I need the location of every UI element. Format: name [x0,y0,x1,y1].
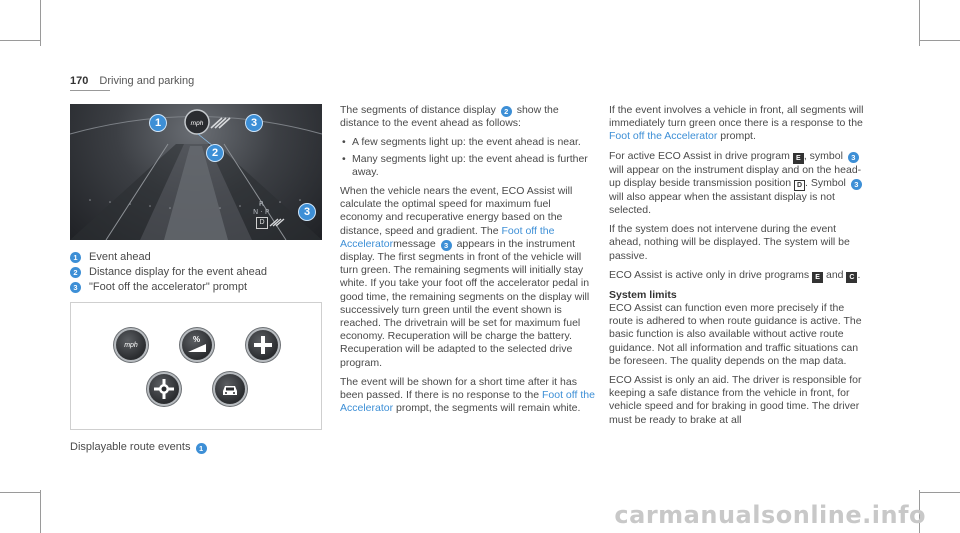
transmission-d-key: D [794,180,805,191]
text: The segments of distance display [340,104,496,116]
legend-item [70,280,267,295]
crop-mark [0,40,40,41]
text: message [393,237,436,250]
paragraph [609,150,864,218]
text: show the distance to the event ahead as follows: [340,104,559,130]
figure-legend [70,250,267,295]
vehicle-ahead-icon [215,374,245,404]
callout-3-lower: 3 [298,203,316,221]
text: , symbol [803,149,843,162]
paragraph: ECO Assist is only an aid. The driver is responsible for keeping a safe distance from the vehicle in front, for vehicle speed and for braking in good time. The driver must be ready to brake at all [609,374,862,426]
inline-number: 3 [441,240,452,251]
inline-number: 3 [848,152,859,163]
legend-number: 1 [70,252,81,263]
text: and [826,268,844,281]
callout-3: 3 [245,114,263,132]
text: prompt, the segments will remain white. [396,402,581,415]
legend-item [70,265,267,280]
legend-text: "Foot off the accelerator" prompt [89,281,248,293]
paragraph [340,376,595,416]
text: prompt. [720,130,756,143]
percent-label: % [193,335,201,344]
watermark: carmanualsonline.info [614,501,926,529]
paragraph: If the system does not intervene during the event ahead, nothing will be displayed. The system will be passive. [609,223,850,262]
gear-r: R [259,200,264,208]
legend-item [70,250,267,265]
paragraph [340,104,595,130]
page-number: 170 [70,75,89,87]
callout-2: 2 [206,144,224,162]
foot-off-accelerator-link[interactable]: Foot off the Accelerator [340,224,555,250]
right-column [609,104,864,433]
crop-mark [920,492,960,493]
paragraph [340,185,595,370]
intersection-icon [248,330,278,360]
drive-program-c-key: C [846,272,857,283]
caption-number: 1 [196,443,207,454]
mph-label: mph [124,341,138,349]
crop-mark [40,490,41,533]
speed-limit-icon [116,330,146,360]
eco-assist-display-figure [70,104,322,240]
list-item: • Many segments light up: the event ahead is further away. [340,153,595,179]
foot-off-accelerator-link[interactable]: Foot off the Accelerator [340,389,595,415]
section-title: Driving and parking [99,75,195,87]
text: If the event involves a vehicle in front, all segments will immediately turn green once there is a response to the [609,104,864,130]
mph-label: mph [190,120,204,127]
paragraph [609,269,864,283]
legend-number: 2 [70,267,81,278]
legend-number: 3 [70,282,81,293]
caption-text: Displayable route events [70,441,191,453]
middle-column [340,104,595,421]
road-illustration [70,104,322,240]
text: ECO Assist is active only in drive programs [609,268,810,281]
crop-mark [0,492,40,493]
text: When the vehicle nears the event, ECO Assist will calculate the optimal speed for maximum fuel economy and recuperative energy based on the distance, speed and gradient. The [340,185,573,237]
crop-mark [920,40,960,41]
list-item: • A few segments light up: the event ahead is near. [340,136,595,149]
gradient-icon [182,330,212,360]
legend-text: Event ahead [89,251,151,263]
text: appears in the instrument display. The first segments in front of the vehicle will turn green. The remaining segments will initially stay white. If you take your foot off the accelerator pedal in good time, the remaining segments on the display will successively turn green until the event shown is reached. The drivetrain will be set for maximum fuel economy. Recuperation will be charge the battery. Recuperation will be adapted to the selected drive program. [340,237,590,369]
text: will also appear when the assistant display is not selected. [609,190,835,217]
legend-text: Distance display for the event ahead [89,266,267,278]
drive-program-e-key: E [793,153,804,164]
subheading-system-limits: System limits [609,288,677,301]
route-events-figure [70,302,322,430]
paragraph: ECO Assist can function even more precisely if the route is adhered to when route guidance is active. The basic function is also available without active route guidance. Not all information and traffic situations can be foreseen. The quality depends on the map data. [609,302,862,367]
text: will appear on the instrument display and on the head-up display beside transmission position [609,163,862,189]
callout-1: 1 [149,114,167,132]
header-rule [70,90,110,91]
inline-number: 2 [501,106,512,117]
text: . Symbol [805,176,846,189]
crop-mark [40,0,41,46]
text: The event will be shown for a short time after it has been passed. If there is no response to the [340,375,577,402]
roundabout-icon [149,374,179,404]
inline-number: 3 [851,179,862,190]
gear-np: N · P [253,208,270,216]
bullet-list [340,136,595,179]
foot-off-accelerator-link[interactable]: Foot off the Accelerator [609,130,718,143]
figure-caption [70,441,209,454]
text: . [857,268,861,281]
text: For active ECO Assist in drive program [609,149,790,162]
page-header [70,75,194,87]
gear-d: D [256,217,268,229]
drive-program-e-key: E [812,272,823,283]
paragraph [609,104,864,144]
